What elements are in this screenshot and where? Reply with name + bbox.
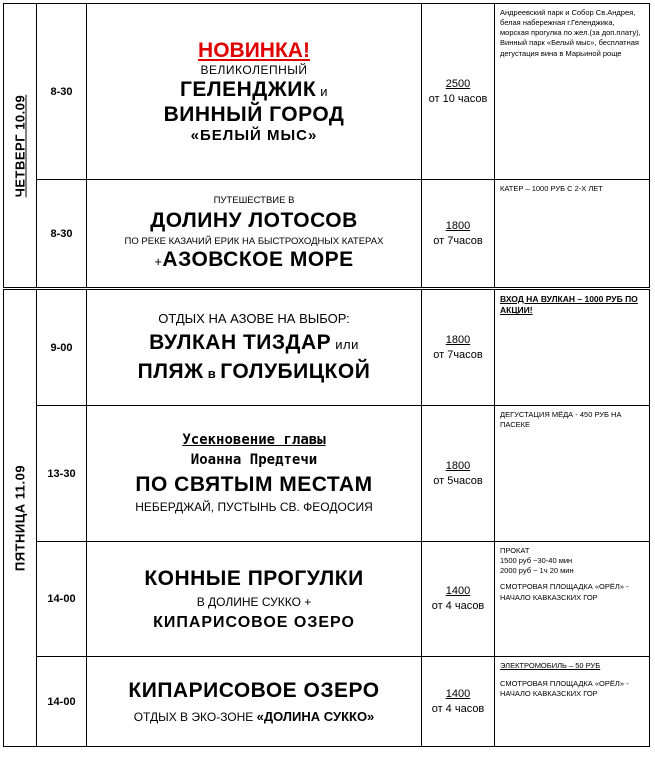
notes: ДЕГУСТАЦИЯ МЁДА - 450 РУБ НА ПАСЕКЕ: [495, 406, 650, 542]
tour-title-line: [87, 247, 421, 272]
tour-title-connector: или: [331, 337, 359, 353]
price: 1400: [445, 687, 471, 700]
tour-title: ВИННЫЙ ГОРОД: [163, 103, 345, 127]
notes: КАТЕР – 1000 РУБ С 2-Х ЛЕТ: [495, 180, 650, 289]
tour-subtitle: ВЕЛИКОЛЕПНЫЙ: [200, 62, 308, 77]
tour-schedule-table: [3, 3, 650, 747]
duration: от 7часов: [433, 234, 483, 247]
notes-cell: [495, 657, 650, 747]
notes-line: 1500 руб ~30-40 мин: [500, 556, 573, 566]
tour-title: «БЕЛЫЙ МЫС»: [190, 127, 318, 145]
tour-title-cell: [87, 657, 422, 747]
departure-time: 9-00: [37, 289, 87, 406]
departure-time: 14-00: [37, 657, 87, 747]
tour-title-text: ГОЛУБИЦКОЙ: [220, 360, 371, 384]
price-cell: [422, 180, 495, 289]
tour-subtitle: Усекновение главы: [182, 432, 326, 449]
tour-title-line: [87, 359, 421, 384]
departure-time: 14-00: [37, 542, 87, 657]
new-badge: НОВИНКА!: [198, 38, 310, 62]
duration: от 4 часов: [431, 702, 485, 715]
price: 1400: [445, 585, 471, 598]
tour-title-text: ВУЛКАН ТИЗДАР: [149, 331, 332, 355]
price: 1800: [445, 459, 471, 472]
tour-title-cell: [87, 406, 422, 542]
day-cell-thursday: [4, 4, 37, 289]
table-row: [4, 289, 650, 406]
departure-time: 8-30: [37, 4, 87, 180]
tour-title: ПО СВЯТЫМ МЕСТАМ: [135, 473, 373, 496]
tour-title-text: ПЛЯЖ: [137, 360, 204, 384]
price-cell: [422, 289, 495, 406]
notes: ВХОД НА ВУЛКАН – 1000 РУБ ПО АКЦИИ!: [495, 289, 650, 406]
tour-subtitle-line: [87, 709, 421, 725]
tour-title-cell: [87, 542, 422, 657]
price-cell: [422, 542, 495, 657]
price: 1800: [445, 219, 471, 232]
day-label: ЧЕТВЕРГ 10.09: [12, 94, 28, 197]
duration: от 4 часов: [431, 600, 485, 612]
notes-line: ПРОКАТ: [500, 546, 530, 555]
tour-title-cell: [87, 180, 422, 289]
tour-subtitle: ОТДЫХ НА АЗОВЕ НА ВЫБОР:: [158, 310, 350, 326]
price: 2500: [445, 77, 471, 90]
duration: от 7часов: [433, 348, 483, 361]
tour-title: КИПАРИСОВОЕ ОЗЕРО: [128, 679, 380, 703]
table-row: [4, 180, 650, 289]
duration: от 10 часов: [428, 92, 488, 105]
table-row: [4, 542, 650, 657]
tour-title-connector: в: [203, 366, 221, 382]
tour-title: КИПАРИСОВОЕ ОЗЕРО: [153, 614, 355, 632]
tour-route: ПО РЕКЕ КАЗАЧИЙ ЕРИК НА БЫСТРОХОДНЫХ КАТЕРАХ: [124, 235, 384, 247]
tour-title: ДОЛИНУ ЛОТОСОВ: [150, 209, 358, 233]
tour-title: КОННЫЕ ПРОГУЛКИ: [144, 566, 364, 590]
table-row: [4, 406, 650, 542]
notes-cell: [495, 542, 650, 657]
departure-time: 8-30: [37, 180, 87, 289]
table-row: [4, 4, 650, 180]
table-row: [4, 657, 650, 747]
duration: от 5часов: [433, 474, 483, 487]
price-cell: [422, 4, 495, 180]
tour-subtitle: ПУТЕШЕСТВИЕ В: [213, 194, 295, 206]
day-label: ПЯТНИЦА 11.09: [12, 464, 28, 572]
tour-title-cell: [87, 289, 422, 406]
notes: Андреевский парк и Собор Св.Андрея, белая набережная г.Геленджика, морская прогулка по жел.(за доп.плату), Винный парк «Белый мыс», бесплатная дегустация вина в Марьиной роще: [495, 4, 650, 180]
tour-title-cell: [87, 4, 422, 180]
price-cell: [422, 657, 495, 747]
tour-title-text: АЗОВСКОЕ МОРЕ: [162, 247, 354, 271]
tour-title-line: [87, 330, 421, 355]
price-cell: [422, 406, 495, 542]
tour-subtitle-bold: «ДОЛИНА СУККО»: [256, 709, 375, 725]
tour-title-text: ГЕЛЕНДЖИК: [179, 78, 317, 102]
tour-subtitle: В ДОЛИНЕ СУККО +: [196, 594, 312, 609]
price: 1800: [445, 333, 471, 346]
tour-title-line: [87, 77, 421, 102]
plus-sign: +: [154, 253, 163, 269]
notes-line: 2000 руб ~ 1ч 20 мин: [500, 566, 574, 576]
tour-route: НЕБЕРДЖАЙ, ПУСТЫНЬ СВ. ФЕОДОСИЯ: [135, 500, 373, 515]
tour-title-connector: и: [316, 84, 329, 100]
day-cell-friday: [4, 289, 37, 747]
departure-time: 13-30: [37, 406, 87, 542]
notes-line: СМОТРОВАЯ ПЛОЩАДКА «ОРЁЛ» - НАЧАЛО КАВКАЗСКИХ ГОР: [500, 679, 629, 699]
notes-line: СМОТРОВАЯ ПЛОЩАДКА «ОРЁЛ» - НАЧАЛО КАВКАЗСКИХ ГОР: [500, 582, 629, 602]
notes-line: ЭЛЕКТРОМОБИЛЬ – 50 РУБ: [500, 661, 601, 670]
tour-subtitle: ОТДЫХ В ЭКО-ЗОНЕ: [133, 710, 257, 725]
tour-subtitle: Иоанна Предтечи: [190, 452, 318, 469]
